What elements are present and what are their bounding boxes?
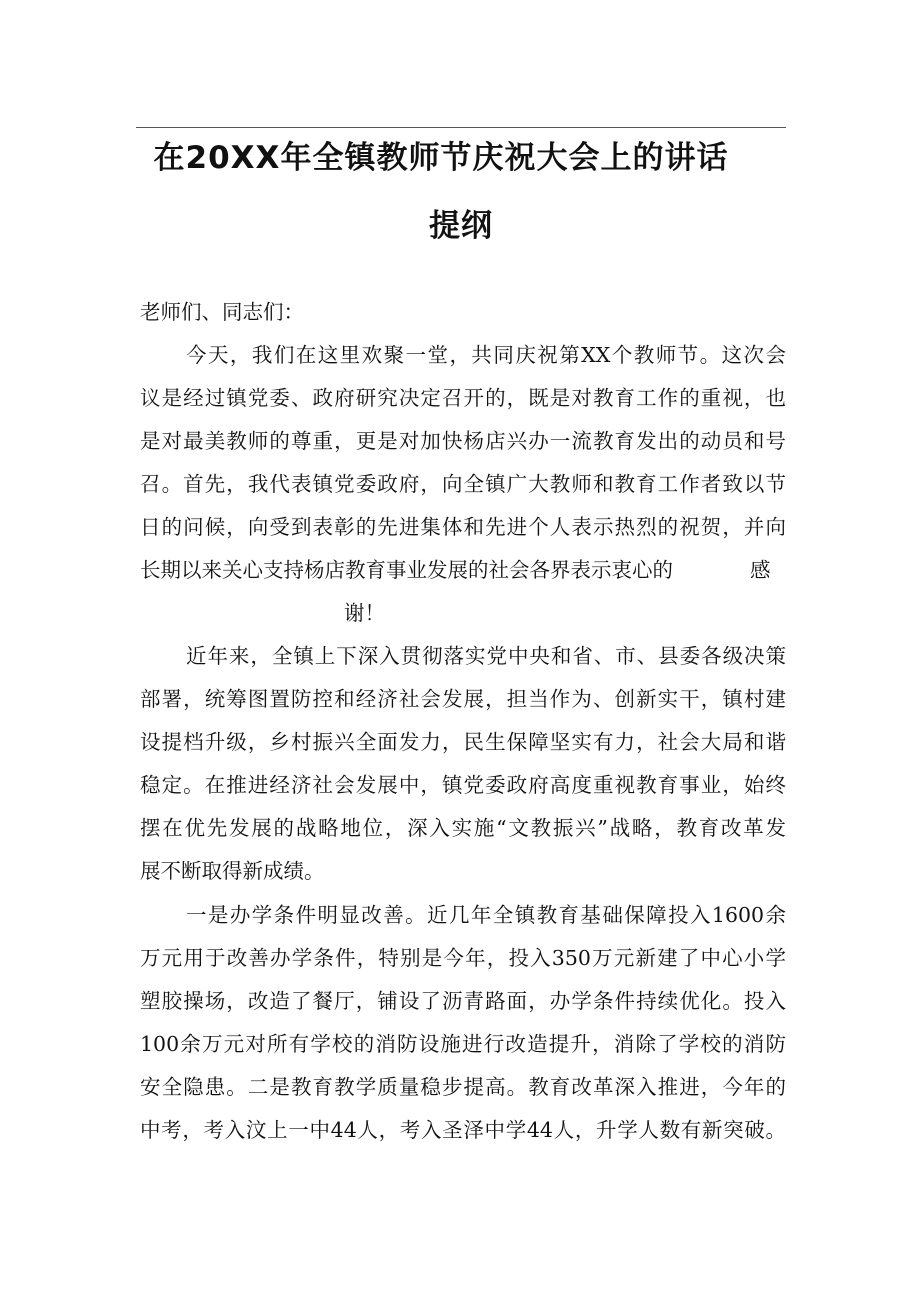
salutation: 老师们、同志们：	[140, 300, 304, 324]
paragraph-line: 中考，考入汶上一中44人，考入圣泽中学44人，升学人数有新突破。	[140, 1118, 786, 1142]
paragraph-line: 摆在优先发展的战略地位，深入实施“文教振兴”战略，教育改革发	[140, 816, 786, 840]
document-title: 在20XX年全镇教师节庆祝大会上的讲话	[153, 140, 729, 176]
paragraph-line-end: 谢！	[344, 601, 385, 625]
paragraph-line: 日的问候，向受到表彰的先进集体和先进个人表示热烈的祝贺，并向	[140, 515, 786, 539]
paragraph-line: 近年来，全镇上下深入贯彻落实党中央和省、市、县委各级决策	[186, 644, 786, 668]
paragraph-line: 设提档升级，乡村振兴全面发力，民生保障坚实有力，社会大局和谐	[140, 730, 786, 754]
paragraph-line: 召。首先，我代表镇党委政府，向全镇广大教师和教育工作者致以节	[140, 472, 786, 496]
paragraph-line: 长期以来关心支持杨店教育事业发展的社会各界表示衷心的	[140, 558, 673, 582]
paragraph-line: 是对最美教师的尊重，更是对加快杨店兴办一流教育发出的动员和号	[140, 429, 786, 453]
paragraph-line: 展不断取得新成绩。	[140, 859, 325, 883]
paragraph-line: 万元用于改善办学条件，特别是今年，投入350万元新建了中心小学	[140, 946, 786, 970]
paragraph-line: 一是办学条件明显改善。近几年全镇教育基础保障投入1600余	[186, 903, 786, 927]
paragraph-line: 塑胶操场，改造了餐厅，铺设了沥青路面，办学条件持续优化。投入	[140, 989, 786, 1013]
top-rule	[136, 127, 786, 128]
paragraph-line: 稳定。在推进经济社会发展中，镇党委政府高度重视教育事业，始终	[140, 773, 786, 797]
paragraph-line: 今天，我们在这里欢聚一堂，共同庆祝第XX个教师节。这次会	[186, 343, 786, 367]
paragraph-line-tail: 感	[750, 558, 771, 582]
paragraph-line: 议是经过镇党委、政府研究决定召开的，既是对教育工作的重视，也	[140, 386, 786, 410]
document-title-continued: 提纲	[429, 208, 493, 244]
paragraph-line: 部署，统筹图置防控和经济社会发展，担当作为、创新实干，镇村建	[140, 687, 786, 711]
paragraph-line: 100余万元对所有学校的消防设施进行改造提升，消除了学校的消防	[140, 1032, 786, 1056]
paragraph-line: 安全隐患。二是教育教学质量稳步提高。教育改革深入推进，今年的	[140, 1075, 786, 1099]
